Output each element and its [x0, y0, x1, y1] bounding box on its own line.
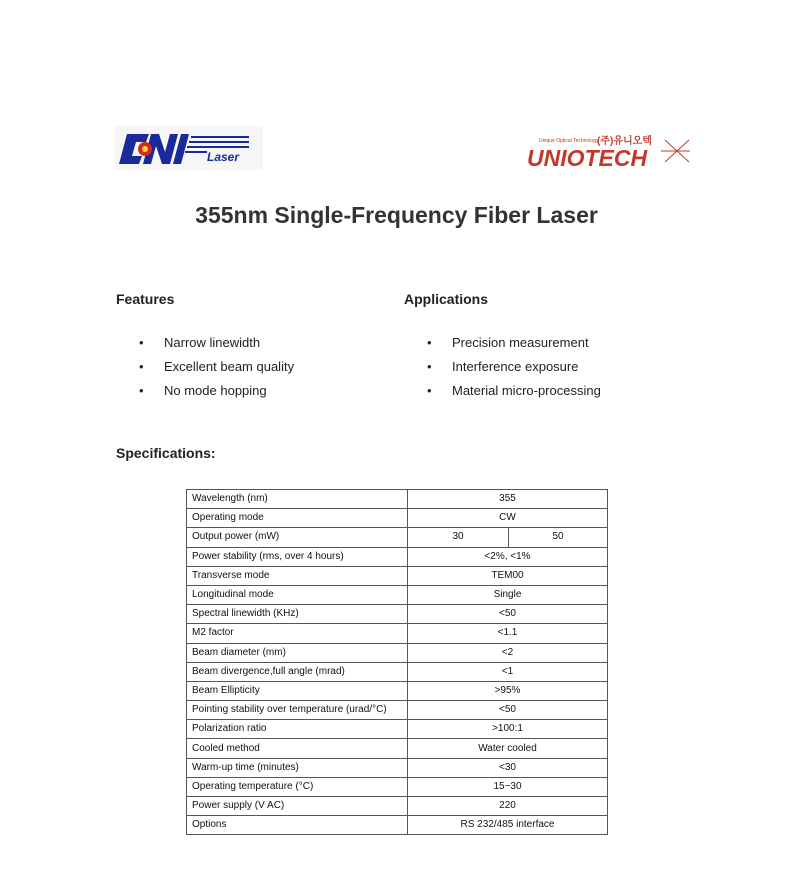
spec-label: Cooled method [187, 739, 408, 758]
spec-label: Longitudinal mode [187, 585, 408, 604]
spec-label: Beam Ellipticity [187, 681, 408, 700]
table-row [187, 758, 608, 777]
laser-wordmark: Laser [207, 150, 240, 164]
spec-value: 15~30 [408, 777, 608, 796]
table-row [187, 797, 608, 816]
specifications-heading: Specifications: [116, 445, 216, 461]
spec-value: 355 [408, 490, 608, 509]
spec-value: <1 [408, 662, 608, 681]
table-row [187, 490, 608, 509]
spec-label: Polarization ratio [187, 720, 408, 739]
spec-value: CW [408, 509, 608, 528]
table-row [187, 681, 608, 700]
table-row [187, 566, 608, 585]
application-item: • Interference exposure [427, 355, 601, 379]
applications-list [427, 331, 601, 403]
application-item: • Precision measurement [427, 331, 601, 355]
spec-label: Pointing stability over temperature (urad/°C) [187, 701, 408, 720]
page-title: 355nm Single-Frequency Fiber Laser [195, 202, 598, 228]
spec-value: <50 [408, 605, 608, 624]
table-row [187, 643, 608, 662]
star-flare-icon [661, 140, 690, 162]
spec-value: <1.1 [408, 624, 608, 643]
spec-label: Beam divergence,full angle (mrad) [187, 662, 408, 681]
features-list [139, 331, 294, 403]
spec-label: Transverse mode [187, 566, 408, 585]
table-row [187, 816, 608, 835]
spec-value: RS 232/485 interface [408, 816, 608, 835]
spec-value: Water cooled [408, 739, 608, 758]
spec-label: Output power (mW) [187, 528, 408, 547]
spec-label: Options [187, 816, 408, 835]
spec-label: Beam diameter (mm) [187, 643, 408, 662]
spec-value: <50 [408, 701, 608, 720]
spec-label: Wavelength (nm) [187, 490, 408, 509]
feature-item: • Excellent beam quality [139, 355, 294, 379]
spec-value: <30 [408, 758, 608, 777]
spec-value: <2%, <1% [408, 547, 608, 566]
table-row [187, 547, 608, 566]
spec-label: M2 factor [187, 624, 408, 643]
spec-label: Power supply (V AC) [187, 797, 408, 816]
feature-item: • No mode hopping [139, 379, 294, 403]
spec-value: >100:1 [408, 720, 608, 739]
feature-item: • Narrow linewidth [139, 331, 294, 355]
features-heading: Features [116, 291, 175, 307]
uniotech-logo [525, 132, 690, 174]
spec-value: TEM00 [408, 566, 608, 585]
table-row [187, 624, 608, 643]
spec-label: Warm-up time (minutes) [187, 758, 408, 777]
spec-value: >95% [408, 681, 608, 700]
uniotech-tagline: Unique Optical Technology [539, 138, 599, 144]
spec-value: 50 [509, 528, 608, 547]
spec-label: Spectral linewidth (KHz) [187, 605, 408, 624]
spec-value: Single [408, 585, 608, 604]
table-row [187, 662, 608, 681]
table-row [187, 777, 608, 796]
spec-value: 30 [408, 528, 509, 547]
spec-value: <2 [408, 643, 608, 662]
applications-heading: Applications [404, 291, 489, 307]
spec-label: Operating mode [187, 509, 408, 528]
table-row [187, 605, 608, 624]
table-row [187, 585, 608, 604]
spec-label: Operating temperature (°C) [187, 777, 408, 796]
table-row [187, 720, 608, 739]
uniotech-korean: (주)유니오텍 [597, 136, 652, 147]
cni-laser-logo [115, 126, 263, 170]
table-row [187, 528, 608, 547]
table-row [187, 701, 608, 720]
spec-value: 220 [408, 797, 608, 816]
specifications-table [186, 489, 608, 835]
table-row [187, 509, 608, 528]
uniotech-wordmark: UNIOTECH [527, 145, 648, 171]
table-row [187, 739, 608, 758]
application-item: • Material micro-processing [427, 379, 601, 403]
spec-label: Power stability (rms, over 4 hours) [187, 547, 408, 566]
